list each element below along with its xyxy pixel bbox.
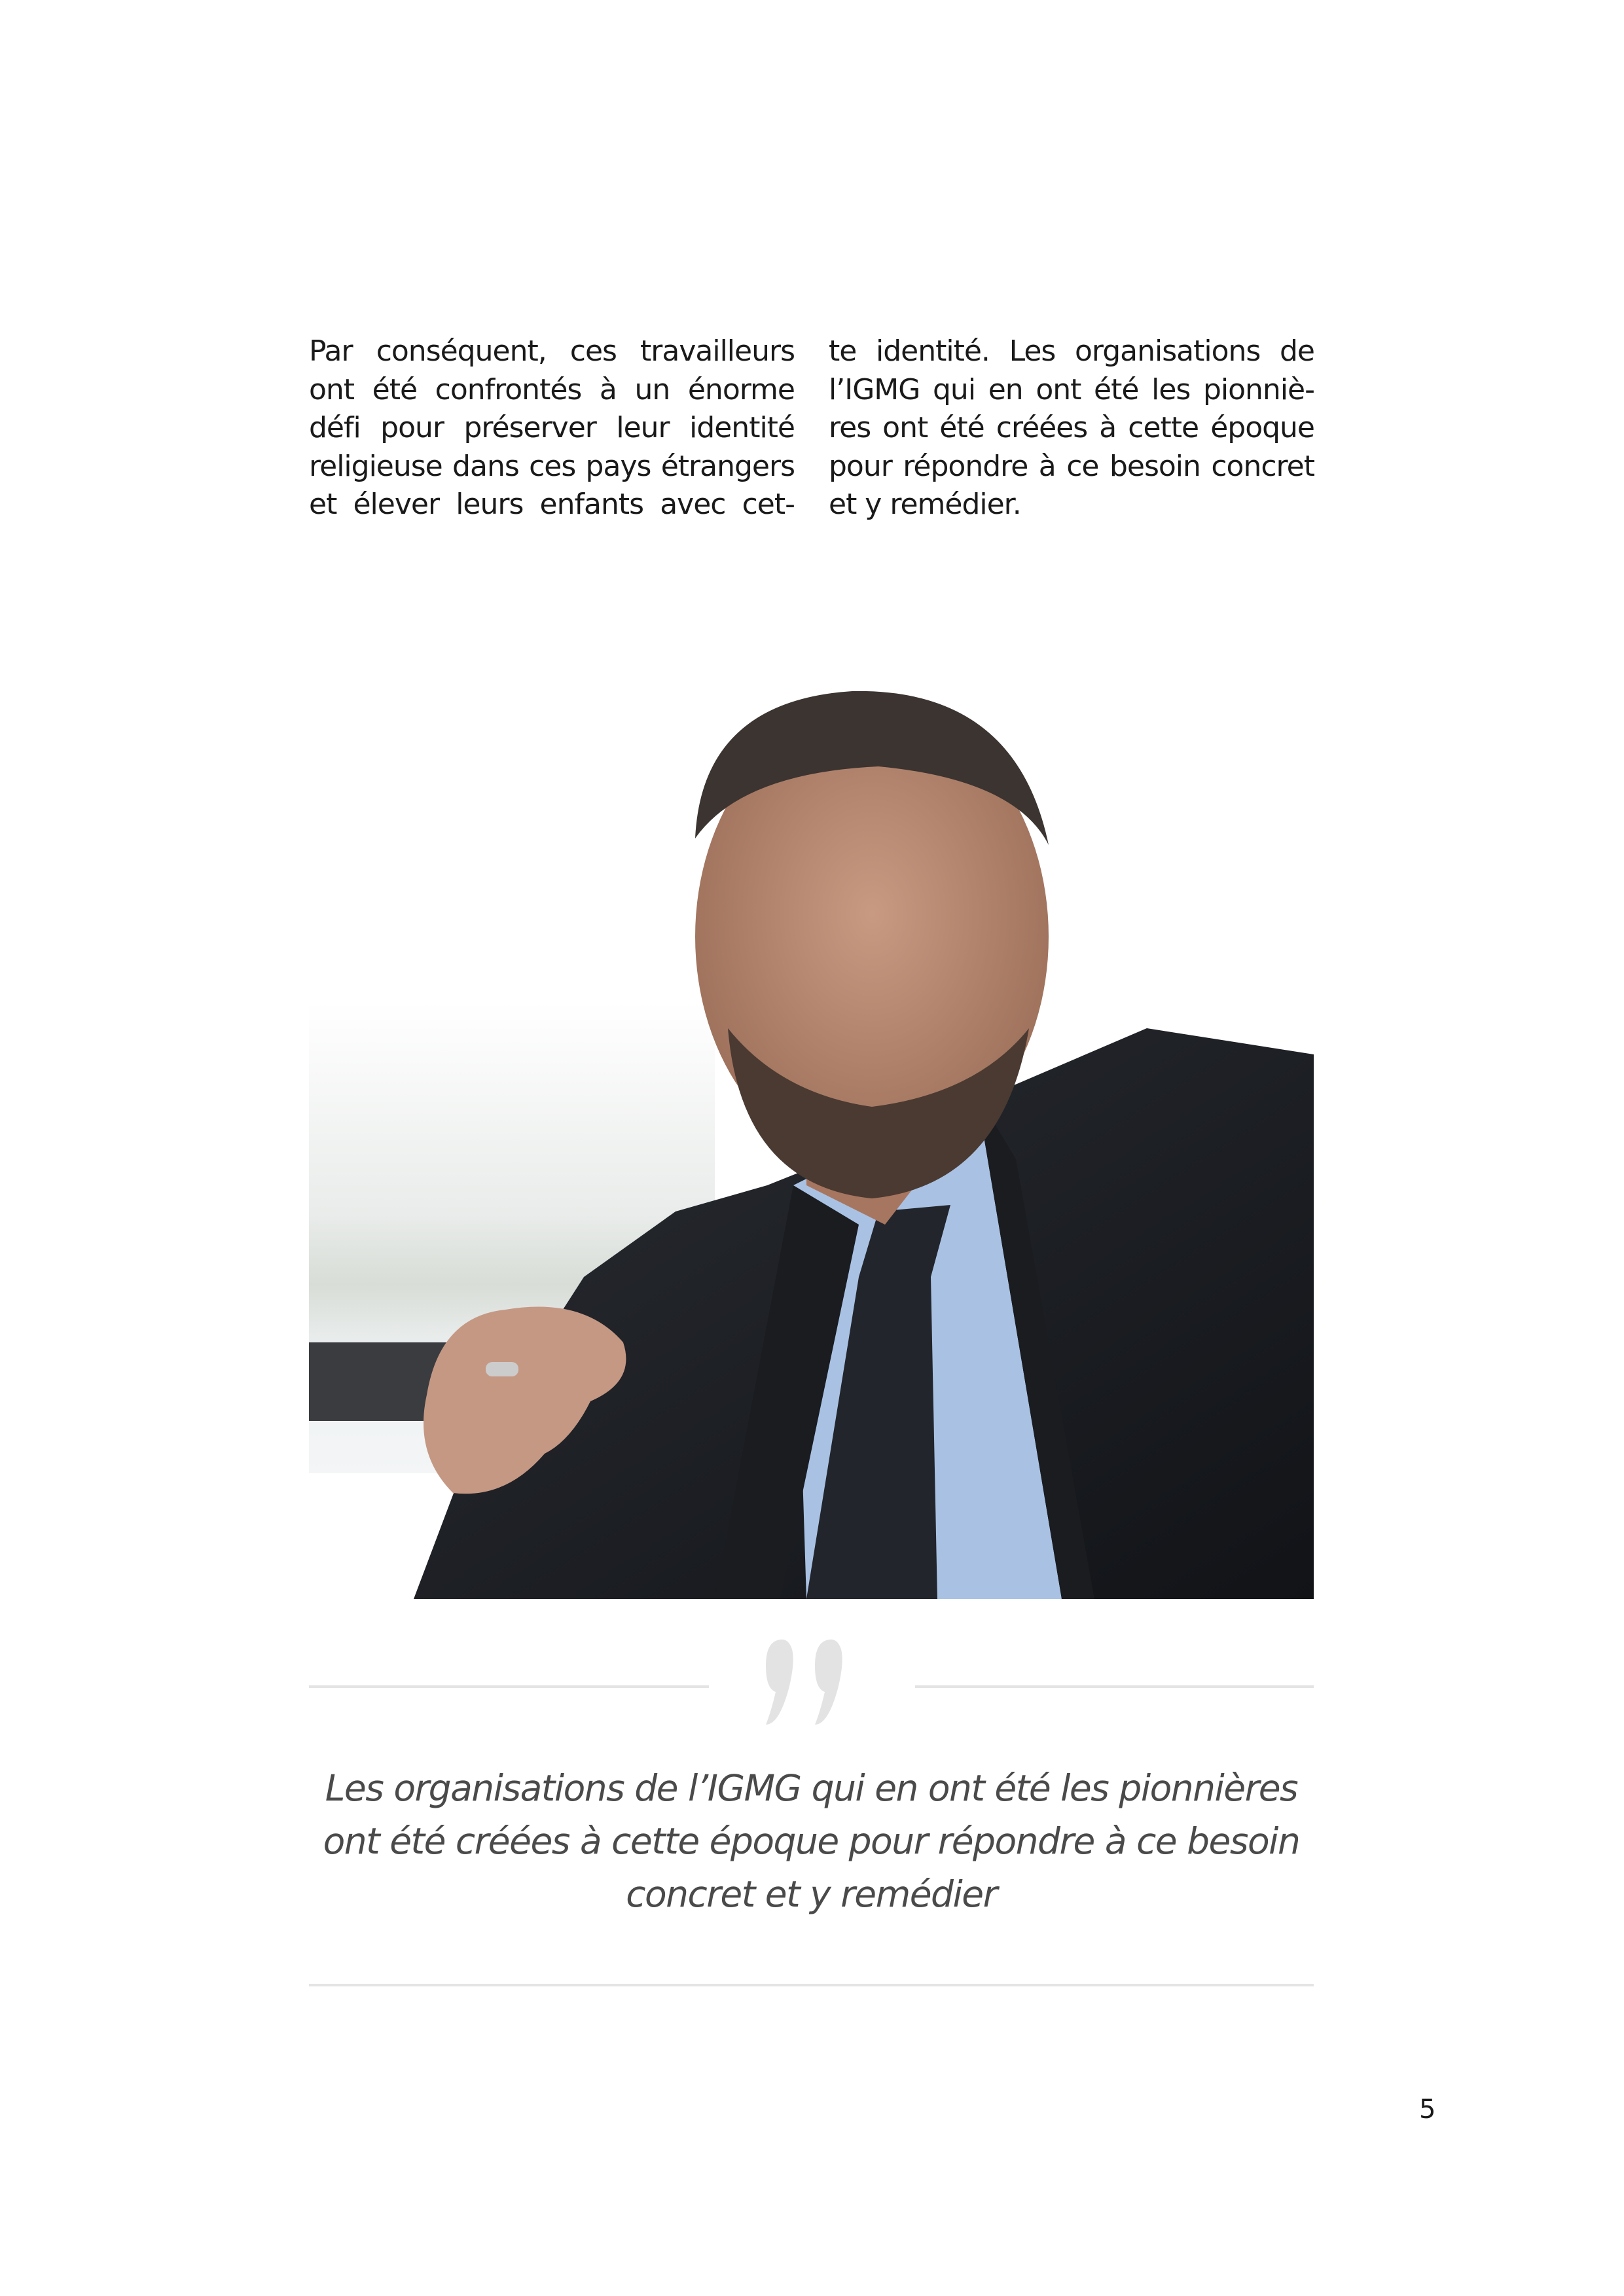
text-line: Par conséquent, ces travailleurs	[309, 334, 795, 368]
body-text-left-column	[309, 332, 795, 524]
pull-quote	[309, 1762, 1314, 1921]
text-line: et y remédier.	[829, 488, 1021, 521]
pull-quote-line: Les organisations de l’IGMG qui en ont été les pionnières	[325, 1767, 1298, 1809]
divider-right	[915, 1685, 1314, 1688]
text-line: pour répondre à ce besoin concret	[829, 449, 1314, 483]
page-number: 5	[1419, 2094, 1436, 2125]
text-line: res ont été créées à cette époque	[829, 411, 1314, 444]
text-line: l’IGMG qui en ont été les pionniè-	[829, 372, 1314, 406]
closing-quote-icon	[759, 1636, 864, 1728]
divider-bottom	[309, 1984, 1314, 1986]
text-line: te identité. Les organisations de	[829, 334, 1314, 368]
body-text-right-column	[829, 332, 1314, 524]
pull-quote-line: ont été créées à cette époque pour répondre à ce besoin	[323, 1820, 1300, 1862]
text-line: défi pour préserver leur identité	[309, 411, 795, 444]
text-line: religieuse dans ces pays étrangers	[309, 449, 795, 483]
text-line: ont été confrontés à un énorme	[309, 372, 795, 406]
ring	[486, 1362, 518, 1376]
text-line: et élever leurs enfants avec cet-	[309, 488, 795, 521]
divider-left	[309, 1685, 709, 1688]
portrait-photo	[309, 688, 1314, 1599]
pull-quote-line: concret et y remédier	[626, 1873, 997, 1915]
